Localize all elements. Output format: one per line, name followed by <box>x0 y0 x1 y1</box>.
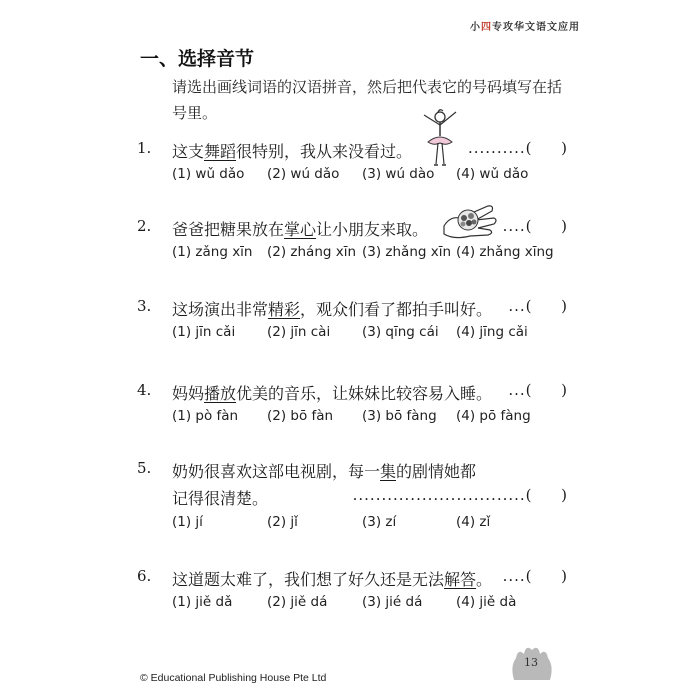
option-1[interactable]: (1) jiě dǎ <box>172 594 233 610</box>
underlined-word: 集 <box>380 462 397 481</box>
option-1[interactable]: (1) zǎng xīn <box>172 244 253 260</box>
option-3[interactable]: (3) zí <box>362 514 397 530</box>
option-1[interactable]: (1) wǔ dǎo <box>172 166 245 182</box>
option-2[interactable]: (2) jīn cài <box>267 324 331 340</box>
question-sentence-continued: 记得很清楚。 <box>172 489 269 508</box>
answer-bracket[interactable]: ..............................( ) <box>352 486 567 504</box>
question-number: 2. <box>137 217 152 235</box>
series-name: 专攻华文语文应用 <box>492 22 580 33</box>
answer-bracket[interactable]: ...( ) <box>508 381 567 399</box>
hand-with-candy-illustration <box>440 196 500 242</box>
answer-bracket[interactable]: ...( ) <box>508 297 567 315</box>
options-row <box>172 514 567 538</box>
question-number: 6. <box>137 567 152 585</box>
answer-bracket[interactable]: ....( ) <box>502 217 567 235</box>
page-number: 13 <box>524 656 538 669</box>
option-4[interactable]: (4) zǐ <box>456 514 491 530</box>
question-1 <box>137 136 567 190</box>
option-4[interactable]: (4) jiě dà <box>456 594 517 610</box>
option-3[interactable]: (3) jié dá <box>362 594 423 610</box>
option-4[interactable]: (4) zhǎng xīng <box>456 244 554 260</box>
series-prefix: 小 <box>470 22 481 33</box>
options-row <box>172 594 567 618</box>
underlined-word: 解答 <box>444 570 477 589</box>
option-1[interactable]: (1) jīn cǎi <box>172 324 236 340</box>
section-title: 一、选择音节 <box>140 48 255 70</box>
series-header <box>470 18 580 33</box>
question-number: 5. <box>137 459 152 477</box>
options-row <box>172 408 567 432</box>
option-3[interactable]: (3) qīng cái <box>362 324 439 340</box>
underlined-word: 播放 <box>204 384 237 403</box>
section-instructions: 请选出画线词语的汉语拼音，然后把代表它的号码填写在括号里。 <box>172 78 563 122</box>
option-2[interactable]: (2) zháng xīn <box>267 244 357 260</box>
options-row <box>172 166 567 190</box>
underlined-word: 掌心 <box>284 220 317 239</box>
question-sentence: 妈妈播放优美的音乐，让妹妹比较容易入睡。 <box>172 384 493 403</box>
option-3[interactable]: (3) wú dào <box>362 166 435 182</box>
question-sentence: 爸爸把糖果放在掌心让小朋友来取。 <box>172 220 429 239</box>
option-3[interactable]: (3) zhǎng xīn <box>362 244 452 260</box>
underlined-word: 精彩 <box>268 300 301 319</box>
question-3 <box>137 294 567 348</box>
options-row <box>172 244 567 268</box>
copyright-notice: © Educational Publishing House Pte Ltd <box>140 672 327 684</box>
question-number: 3. <box>137 297 152 315</box>
option-4[interactable]: (4) jīng cǎi <box>456 324 528 340</box>
option-4[interactable]: (4) wǔ dǎo <box>456 166 529 182</box>
question-5 <box>137 456 567 538</box>
option-1[interactable]: (1) pò fàn <box>172 408 239 424</box>
question-sentence: 这支舞蹈很特别，我从来没看过。 <box>172 142 413 161</box>
option-2[interactable]: (2) jǐ <box>267 514 298 530</box>
ballerina-illustration <box>416 106 464 170</box>
question-sentence: 这场演出非常精彩，观众们看了都拍手叫好。 <box>172 300 493 319</box>
question-number: 1. <box>137 139 152 157</box>
option-2[interactable]: (2) jiě dá <box>267 594 328 610</box>
series-accent: 四 <box>481 22 492 33</box>
option-4[interactable]: (4) pō fàng <box>456 408 531 424</box>
question-2 <box>137 214 567 268</box>
question-number: 4. <box>137 381 152 399</box>
option-3[interactable]: (3) bō fàng <box>362 408 437 424</box>
answer-bracket[interactable]: ....( ) <box>502 567 567 585</box>
underlined-word: 舞蹈 <box>204 142 237 161</box>
option-2[interactable]: (2) bō fàn <box>267 408 334 424</box>
question-6 <box>137 564 567 618</box>
option-1[interactable]: (1) jí <box>172 514 203 530</box>
options-row <box>172 324 567 348</box>
question-sentence: 这道题太难了，我们想了好久还是无法解答。 <box>172 570 493 589</box>
option-2[interactable]: (2) wú dǎo <box>267 166 340 182</box>
question-sentence: 奶奶很喜欢这部电视剧，每一集的剧情她都 <box>172 462 477 481</box>
question-4 <box>137 378 567 432</box>
answer-bracket[interactable]: ..........( ) <box>467 139 567 157</box>
